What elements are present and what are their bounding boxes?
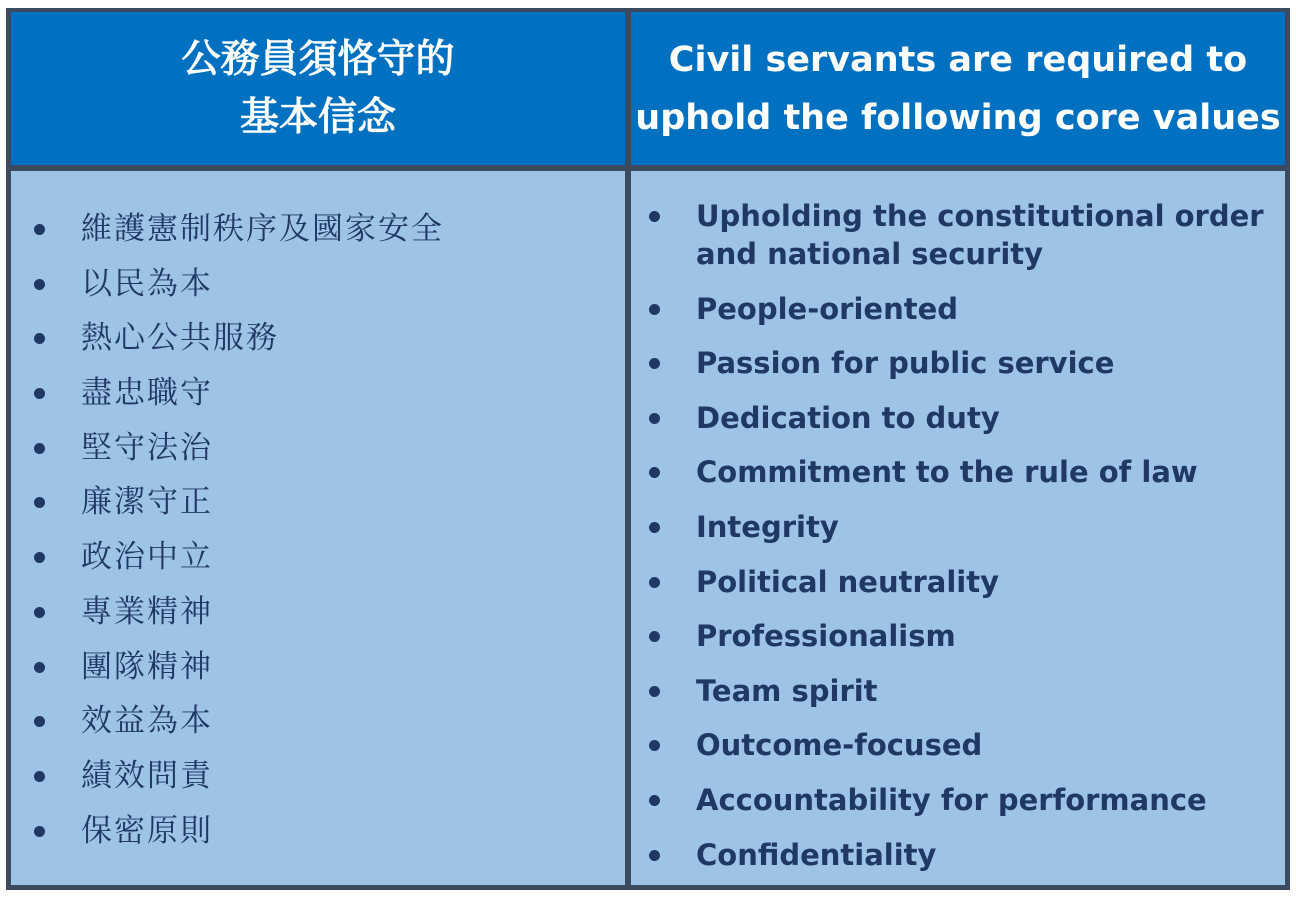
chinese-value-item — [11, 421, 625, 476]
chinese-value-item — [11, 257, 625, 312]
english-header-cell — [631, 12, 1285, 165]
chinese-values-cell — [11, 171, 625, 885]
english-value-item — [631, 197, 1285, 273]
bullet-icon — [34, 224, 45, 235]
bullet-icon — [34, 552, 45, 563]
bullet-icon — [34, 662, 45, 673]
chinese-value-item — [11, 585, 625, 640]
bullet-icon — [34, 607, 45, 618]
chinese-value-item — [11, 694, 625, 749]
chinese-value-text: 保密原則 — [81, 812, 213, 849]
bullet-icon — [34, 716, 45, 727]
bullet-icon — [649, 686, 660, 697]
bullet-icon — [649, 740, 660, 751]
bullet-icon — [649, 304, 660, 315]
bullet-icon — [34, 279, 45, 290]
chinese-value-text: 維護憲制秩序及國家安全 — [81, 211, 444, 247]
english-header-title — [635, 31, 1280, 147]
bullet-icon — [34, 771, 45, 782]
english-value-text: Outcome-focused — [696, 728, 983, 763]
chinese-value-text: 政治中立 — [81, 539, 213, 576]
chinese-value-text: 團隊精神 — [81, 648, 213, 685]
english-value-text: Professionalism — [696, 619, 956, 654]
english-value-item — [631, 508, 1285, 546]
chinese-value-item — [11, 804, 625, 859]
english-value-item — [631, 672, 1285, 710]
english-value-text: Team spirit — [696, 673, 878, 708]
bullet-icon — [649, 577, 660, 588]
chinese-header-cell — [11, 12, 625, 165]
bullet-icon — [34, 826, 45, 837]
chinese-value-item — [11, 366, 625, 421]
english-value-text: Upholding the constitutional order and national security — [696, 199, 1264, 271]
english-value-text: Confidentiality — [696, 837, 937, 872]
english-header-line-1: Civil servants are required to — [668, 39, 1248, 80]
bullet-icon — [649, 413, 660, 424]
chinese-value-item — [11, 311, 625, 366]
chinese-value-item — [11, 640, 625, 695]
english-value-text: Accountability for performance — [696, 782, 1207, 817]
bullet-icon — [34, 388, 45, 399]
chinese-value-text: 以民為本 — [81, 265, 213, 302]
english-value-item — [631, 781, 1285, 819]
english-value-item — [631, 836, 1285, 874]
english-value-item — [631, 344, 1285, 382]
english-value-text: Political neutrality — [696, 564, 999, 599]
bullet-icon — [34, 497, 45, 508]
bullet-icon — [649, 795, 660, 806]
english-value-text: Dedication to duty — [696, 400, 1000, 435]
english-values-list — [631, 197, 1285, 890]
english-value-text: Commitment to the rule of law — [696, 455, 1198, 490]
english-value-item — [631, 290, 1285, 328]
chinese-value-text: 盡忠職守 — [81, 375, 213, 412]
chinese-values-list — [11, 202, 625, 858]
bullet-icon — [34, 333, 45, 344]
chinese-value-text: 專業精神 — [81, 593, 213, 630]
chinese-header-title — [181, 31, 454, 147]
chinese-value-text: 廉潔守正 — [81, 484, 213, 521]
bullet-icon — [649, 211, 660, 222]
bullet-icon — [649, 850, 660, 861]
english-value-text: Passion for public service — [696, 346, 1115, 381]
english-value-text: People-oriented — [696, 291, 959, 326]
chinese-value-text: 熱心公共服務 — [81, 320, 279, 357]
english-value-item — [631, 726, 1285, 764]
english-value-item — [631, 453, 1285, 491]
english-header-line-2: uphold the following core values — [635, 97, 1281, 138]
core-values-table — [6, 8, 1290, 890]
english-values-cell — [631, 171, 1285, 885]
bullet-icon — [34, 443, 45, 454]
bullet-icon — [649, 631, 660, 642]
chinese-header-line-1: 公務員須恪守的 — [181, 36, 455, 82]
chinese-header-line-2: 基本信念 — [239, 94, 396, 140]
english-value-item — [631, 399, 1285, 437]
chinese-value-item — [11, 475, 625, 530]
chinese-value-text: 績效問責 — [81, 757, 213, 794]
chinese-value-text: 效益為本 — [81, 703, 213, 740]
bullet-icon — [649, 467, 660, 478]
english-value-text: Integrity — [696, 509, 839, 544]
chinese-value-item — [11, 530, 625, 585]
bullet-icon — [649, 358, 660, 369]
english-value-item — [631, 617, 1285, 655]
english-value-item — [631, 563, 1285, 601]
chinese-value-item — [11, 202, 625, 257]
chinese-value-text: 堅守法治 — [81, 429, 213, 466]
bullet-icon — [649, 522, 660, 533]
chinese-value-item — [11, 749, 625, 804]
